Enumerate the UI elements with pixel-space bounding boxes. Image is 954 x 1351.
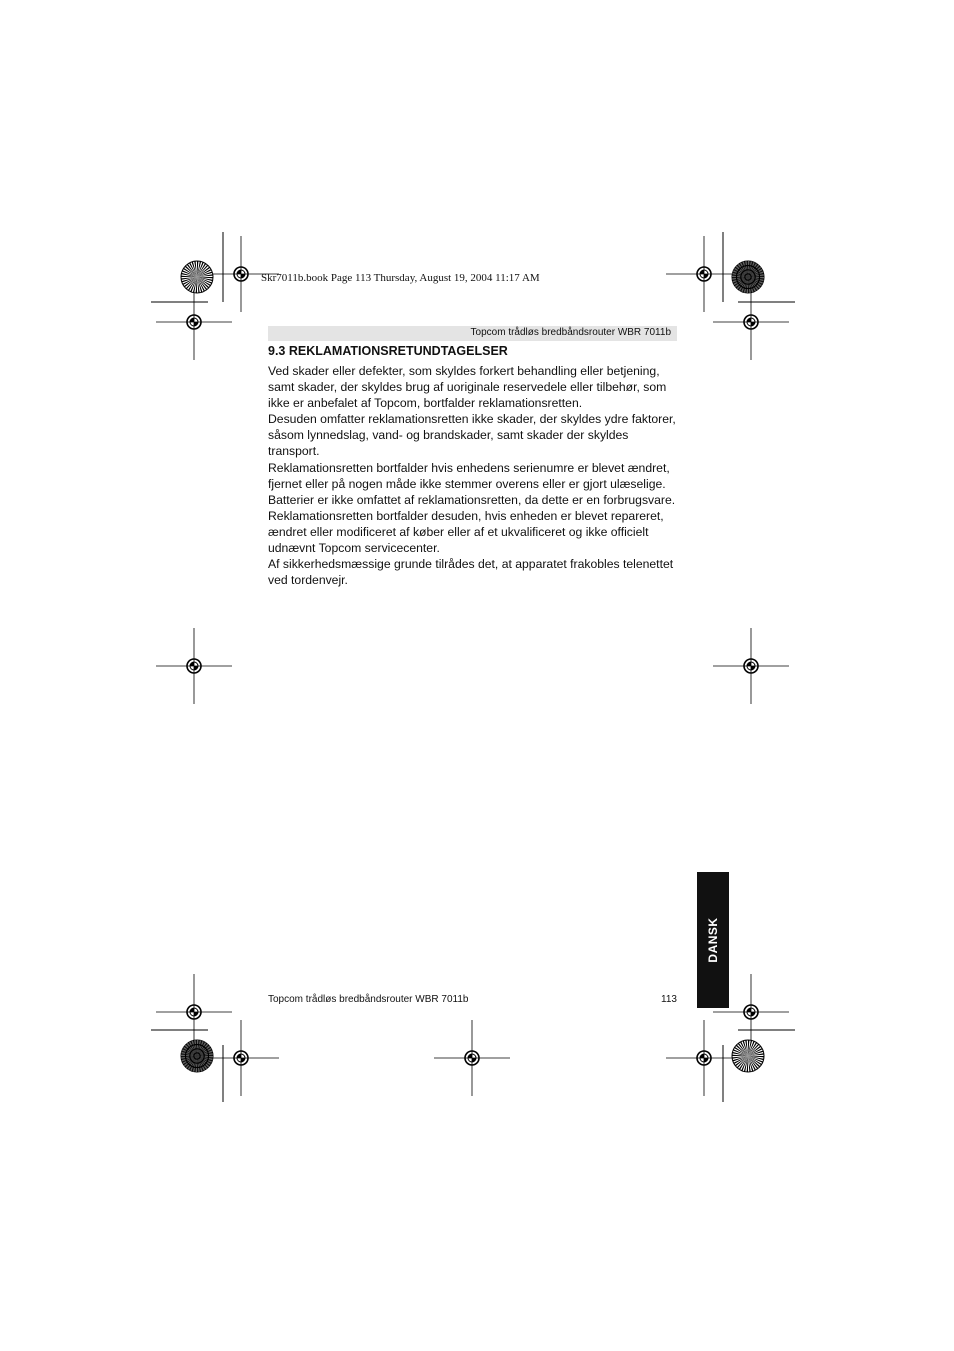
starburst-mark-icon bbox=[181, 1040, 213, 1072]
paragraph: Reklamationsretten bortfalder hvis enhedens serienumre er blevet ændret, fjernet eller på nogen måde ikke stemmer overens eller er gjort ulæselige. bbox=[268, 460, 670, 491]
language-tab bbox=[697, 872, 729, 1008]
starburst-mark-icon bbox=[181, 261, 213, 293]
section-title: 9.3 REKLAMATIONSRETUNDTAGELSER bbox=[268, 344, 508, 358]
registration-target-icon bbox=[203, 1020, 279, 1096]
print-info-line: Skr7011b.book Page 113 Thursday, August 19, 2004 11:17 AM bbox=[261, 272, 540, 284]
registration-target-icon bbox=[156, 628, 232, 704]
registration-target-icon bbox=[713, 284, 789, 360]
paragraph: Desuden omfatter reklamationsretten ikke skader, der skyldes ydre faktorer, såsom lynnedslag, vand- og brandskader, samt skader der skyldes transport. bbox=[268, 412, 676, 459]
body-text bbox=[268, 363, 680, 588]
paragraph: Batterier er ikke omfattet af reklamationsretten, da dette er en forbrugsvare. bbox=[268, 492, 676, 507]
paragraph: Reklamationsretten bortfalder desuden, hvis enheden er blevet repareret, ændret eller modificeret af køber eller af et ukvalificeret og ikke officielt udnævnt Topcom servicecenter. bbox=[268, 508, 664, 556]
registration-target-icon bbox=[666, 236, 742, 312]
footer-title: Topcom trådløs bredbåndsrouter WBR 7011b bbox=[268, 994, 469, 1005]
running-header-text: Topcom trådløs bredbåndsrouter WBR 7011b bbox=[470, 327, 671, 338]
registration-target-icon bbox=[713, 628, 789, 704]
paragraph: Ved skader eller defekter, som skyldes forkert behandling eller betjening, samt skader, der skyldes brug af uoriginale reservedele eller tilbehør, som ikke er anbefalet af Topcom, bortfalder reklamationsretten. bbox=[268, 364, 667, 411]
starburst-mark-icon bbox=[732, 1040, 764, 1072]
registration-target-icon bbox=[434, 1020, 510, 1096]
language-tab-label: DANSK bbox=[706, 917, 720, 963]
running-header bbox=[268, 326, 677, 341]
registration-target-icon bbox=[156, 974, 232, 1050]
starburst-mark-icon bbox=[732, 261, 764, 293]
paragraph: Af sikkerhedsmæssige grunde tilrådes det, at apparatet frakobles telenettet ved tordenvejr. bbox=[268, 557, 674, 588]
page-number: 113 bbox=[661, 994, 677, 1005]
registration-target-icon bbox=[666, 1020, 742, 1096]
registration-target-icon bbox=[156, 284, 232, 360]
